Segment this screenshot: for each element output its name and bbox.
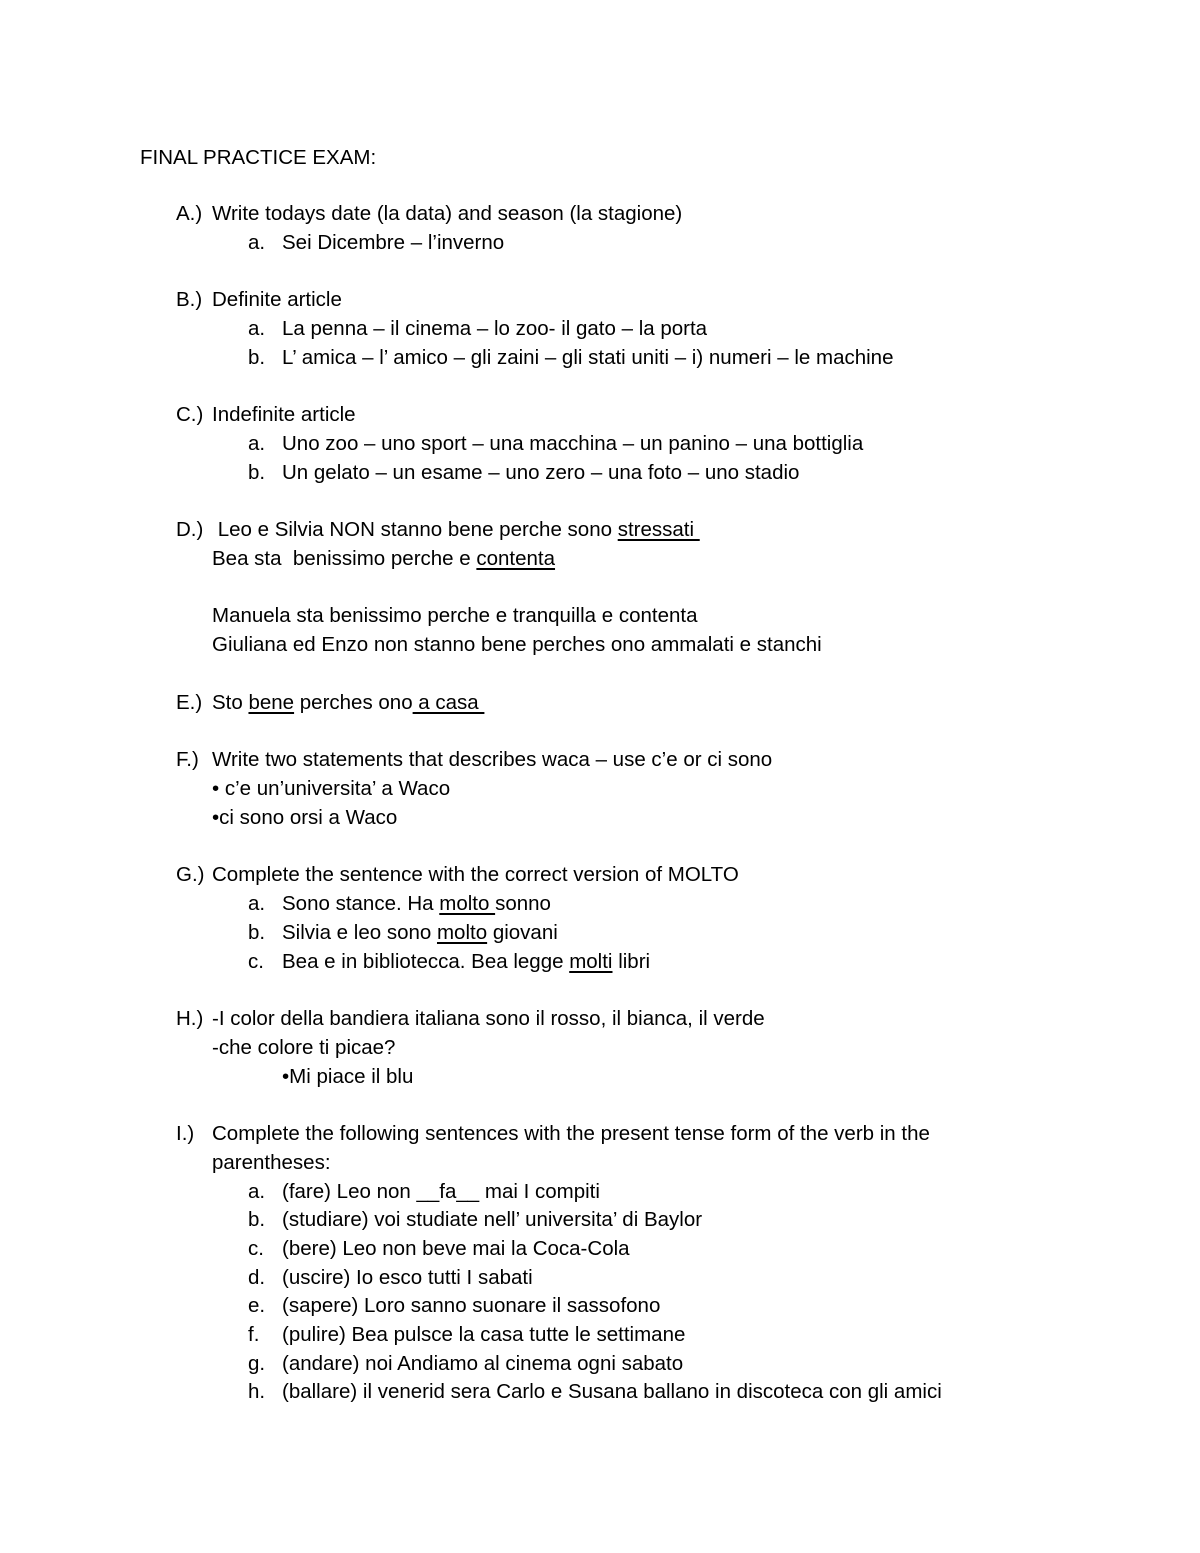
section-a-item-marker: a. <box>248 231 266 254</box>
section-c-item-marker: a. <box>248 432 266 455</box>
section-i-item-text: (pulire) Bea pulsce la casa tutte le settimane <box>282 1323 686 1346</box>
section-i-item-marker: e. <box>248 1294 266 1317</box>
section-i-item-marker: g. <box>248 1352 266 1375</box>
section-a-marker: A.) <box>176 202 203 225</box>
section-e-text-2: perches ono <box>294 691 413 714</box>
section-i-item-marker: b. <box>248 1208 266 1231</box>
section-c-item-text: Un gelato – un esame – uno zero – una foto – uno stadio <box>282 461 800 484</box>
section-e-text-1: Sto <box>212 691 249 714</box>
section-i-marker: I.) <box>176 1122 195 1145</box>
section-g-item-text: Sono stance. Ha <box>282 892 440 915</box>
section-c-item-marker: b. <box>248 461 266 484</box>
section-g-item <box>282 892 551 916</box>
section-b-item-text: L’ amica – l’ amico – gli zaini – gli stati uniti – i) numeri – le machine <box>282 346 894 369</box>
section-e-marker: E.) <box>176 691 203 714</box>
section-g-item-answer: molti <box>569 950 613 973</box>
section-d-line-3: Manuela sta benissimo perche e tranquilla e contenta <box>212 604 698 627</box>
section-d-marker: D.) <box>176 518 204 541</box>
section-h-line-3: •Mi piace il blu <box>282 1065 414 1088</box>
section-i-item-marker: a. <box>248 1180 266 1203</box>
section-c-item-text: Uno zoo – uno sport – una macchina – un panino – una bottiglia <box>282 432 864 455</box>
section-d-answer-contenta: contenta <box>476 547 556 570</box>
section-i-item-marker: d. <box>248 1266 266 1289</box>
section-f-bullet-1: • c’e un’universita’ a Waco <box>212 777 451 800</box>
section-g-item <box>282 950 650 974</box>
section-i-item-text: (fare) Leo non __fa__ mai I compiti <box>282 1180 600 1203</box>
section-g-item-text: giovani <box>487 921 558 944</box>
section-c-marker: C.) <box>176 403 204 426</box>
section-b-marker: B.) <box>176 288 203 311</box>
section-i-item-text: (ballare) il venerid sera Carlo e Susana ballano in discoteca con gli amici <box>282 1380 942 1403</box>
section-b-item-marker: a. <box>248 317 266 340</box>
section-f-bullet-2: •ci sono orsi a Waco <box>212 806 398 829</box>
section-e-answer-a-casa: a casa <box>412 691 485 714</box>
section-b-item-text: La penna – il cinema – lo zoo- il gato – la porta <box>282 317 708 340</box>
section-d-line-1 <box>212 518 700 542</box>
section-b-item-marker: b. <box>248 346 266 369</box>
section-h-line-1: -I color della bandiera italiana sono il rosso, il bianca, il verde <box>212 1007 765 1030</box>
section-g-item <box>282 921 558 945</box>
section-i-prompt-1: Complete the following sentences with the present tense form of the verb in the <box>212 1122 930 1145</box>
section-g-item-marker: a. <box>248 892 266 915</box>
section-f-prompt: Write two statements that describes waca – use c’e or ci sono <box>212 748 773 771</box>
section-i-item-text: (studiare) voi studiate nell’ universita’ di Baylor <box>282 1208 703 1231</box>
section-d-answer-stressati: stressati <box>617 518 700 541</box>
section-a-prompt: Write todays date (la data) and season (la stagione) <box>212 202 683 225</box>
section-i-item-text: (andare) noi Andiamo al cinema ogni sabato <box>282 1352 684 1375</box>
section-g-prompt: Complete the sentence with the correct version of MOLTO <box>212 863 739 886</box>
section-i-item-text: (uscire) Io esco tutti I sabati <box>282 1266 533 1289</box>
section-i-item-text: (bere) Leo non beve mai la Coca-Cola <box>282 1237 630 1260</box>
section-d-line-1-text: Leo e Silvia NON stanno bene perche sono <box>212 518 618 541</box>
section-i-item-marker: f. <box>248 1323 260 1346</box>
section-g-item-text: Silvia e leo sono <box>282 921 437 944</box>
section-g-item-answer: molto <box>439 892 496 915</box>
section-i-item-text: (sapere) Loro sanno suonare il sassofono <box>282 1294 661 1317</box>
section-h-marker: H.) <box>176 1007 204 1030</box>
section-e-line <box>212 691 484 715</box>
section-a-item-text: Sei Dicembre – l’inverno <box>282 231 505 254</box>
section-g-item-marker: c. <box>248 950 264 973</box>
section-h-line-2: -che colore ti picae? <box>212 1036 396 1059</box>
section-d-line-4: Giuliana ed Enzo non stanno bene perches ono ammalati e stanchi <box>212 633 822 656</box>
section-c-prompt: Indefinite article <box>212 403 356 426</box>
section-g-item-text: sonno <box>495 892 551 915</box>
section-g-item-answer: molto <box>436 921 488 944</box>
section-g-marker: G.) <box>176 863 205 886</box>
section-g-item-text: libri <box>612 950 651 973</box>
section-g-item-marker: b. <box>248 921 266 944</box>
section-i-item-marker: c. <box>248 1237 264 1260</box>
section-d-line-2-text: Bea sta benissimo perche e <box>212 547 477 570</box>
section-d-line-2 <box>212 547 555 571</box>
section-g-item-text: Bea e in bibliotecca. Bea legge <box>282 950 570 973</box>
section-i-item-marker: h. <box>248 1380 266 1403</box>
section-b-prompt: Definite article <box>212 288 342 311</box>
section-e-answer-bene: bene <box>248 691 295 714</box>
section-f-marker: F.) <box>176 748 199 771</box>
exam-title: FINAL PRACTICE EXAM: <box>140 146 377 169</box>
section-i-prompt-2: parentheses: <box>212 1151 331 1174</box>
